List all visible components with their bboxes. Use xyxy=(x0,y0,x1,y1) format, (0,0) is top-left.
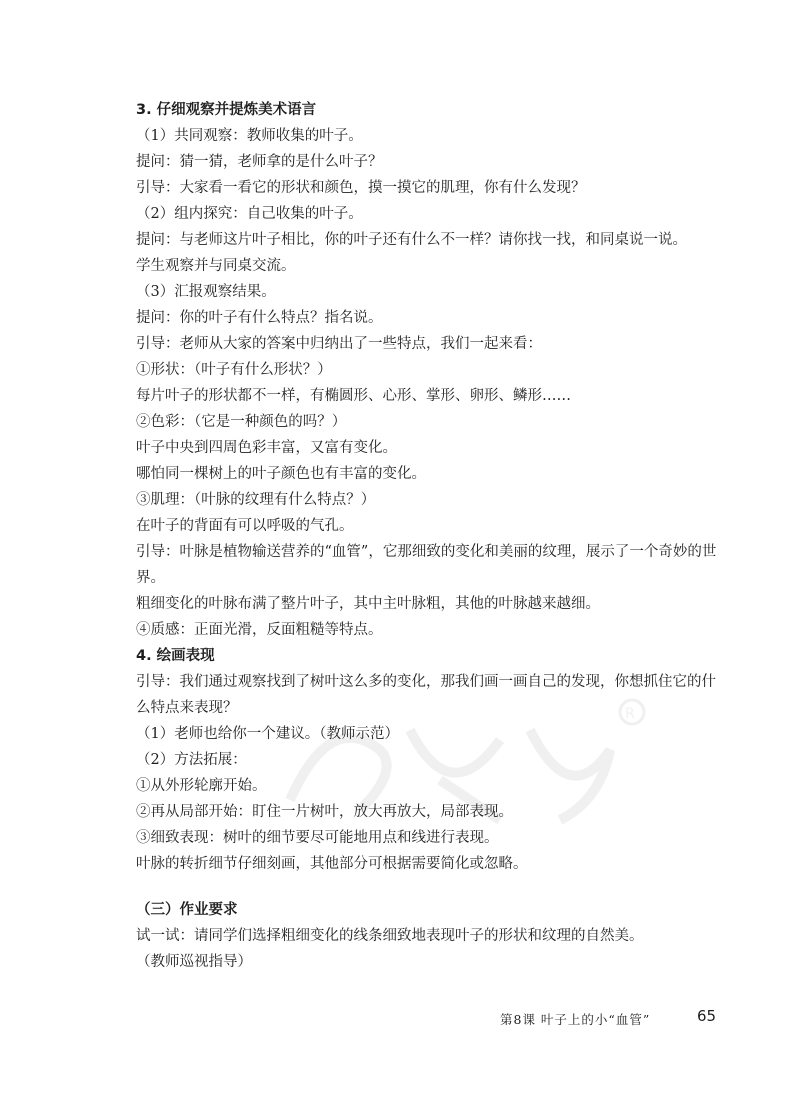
text-line: 提问：猜一猜，老师拿的是什么叶子？ xyxy=(136,154,383,170)
text-line: （2）方法拓展： xyxy=(136,752,247,768)
text-line: 叶子中央到四周色彩丰富，又富有变化。 xyxy=(136,440,397,456)
text-line: 哪怕同一棵树上的叶子颜色也有丰富的变化。 xyxy=(136,466,426,482)
text-line: 在叶子的背面有可以呼吸的气孔。 xyxy=(136,518,354,534)
svg-text:R: R xyxy=(625,706,635,722)
text-line: 试一试：请同学们选择粗细变化的线条细致地表现叶子的形状和纹理的自然美。 xyxy=(136,928,644,944)
text-line: ①从外形轮廓开始。 xyxy=(136,778,267,794)
text-line: （1）共同观察：教师收集的叶子。 xyxy=(136,128,363,144)
text-line: 提问：你的叶子有什么特点？指名说。 xyxy=(136,310,383,326)
text-paragraph: 引导：我们通过观察找到了树叶这么多的变化，那我们画一画自己的发现，你想抓住它的什么特点来表现？ xyxy=(136,674,716,716)
text-line: 叶脉的转折细节仔细刻画，其他部分可根据需要简化或忽略。 xyxy=(136,856,528,872)
text-line: ①形状：（叶子有什么形状？） xyxy=(136,362,332,378)
text-paragraph: 引导：叶脉是植物输送营养的“血管”，它那细致的变化和美丽的纹理，展示了一个奇妙的世界。 xyxy=(136,544,717,586)
section-heading-observation: 3. 仔细观察并提炼美术语言 xyxy=(136,102,317,118)
text-line: 粗细变化的叶脉布满了整片叶子，其中主叶脉粗，其他的叶脉越来越细。 xyxy=(136,596,600,612)
text-line: （教师巡视指导） xyxy=(136,954,252,970)
text-line: 引导：老师从大家的答案中归纳出了一些特点，我们一起来看： xyxy=(136,336,542,352)
text-line: （2）组内探究：自己收集的叶子。 xyxy=(136,206,363,222)
section-heading-drawing: 4. 绘画表现 xyxy=(136,648,215,664)
text-line: 每片叶子的形状都不一样，有椭圆形、心形、掌形、卵形、鳞形…… xyxy=(136,388,571,404)
text-line: 提问：与老师这片叶子相比，你的叶子还有什么不一样？请你找一找，和同桌说一说。 xyxy=(136,232,687,248)
text-line: 学生观察并与同桌交流。 xyxy=(136,258,296,274)
text-line: （1）老师也给你一个建议。（教师示范） xyxy=(136,726,399,742)
text-line: ③肌理：（叶脉的纹理有什么特点？） xyxy=(136,492,376,508)
text-line: ②再从局部开始：盯住一片树叶，放大再放大，局部表现。 xyxy=(136,804,513,820)
text-line: 引导：大家看一看它的形状和颜色，摸一摸它的肌理，你有什么发现？ xyxy=(136,180,586,196)
text-line: （3）汇报观察结果。 xyxy=(136,284,276,300)
text-line: ③细致表现：树叶的细节要尽可能地用点和线进行表现。 xyxy=(136,830,499,846)
running-footer: 第8课 叶子上的小“血管” xyxy=(500,1012,651,1027)
text-line: ④质感：正面光滑，反面粗糙等特点。 xyxy=(136,622,383,638)
page-number: 65 xyxy=(697,1007,717,1025)
section-heading-homework: （三）作业要求 xyxy=(136,902,238,918)
text-line: ②色彩：（它是一种颜色的吗？） xyxy=(136,414,347,430)
